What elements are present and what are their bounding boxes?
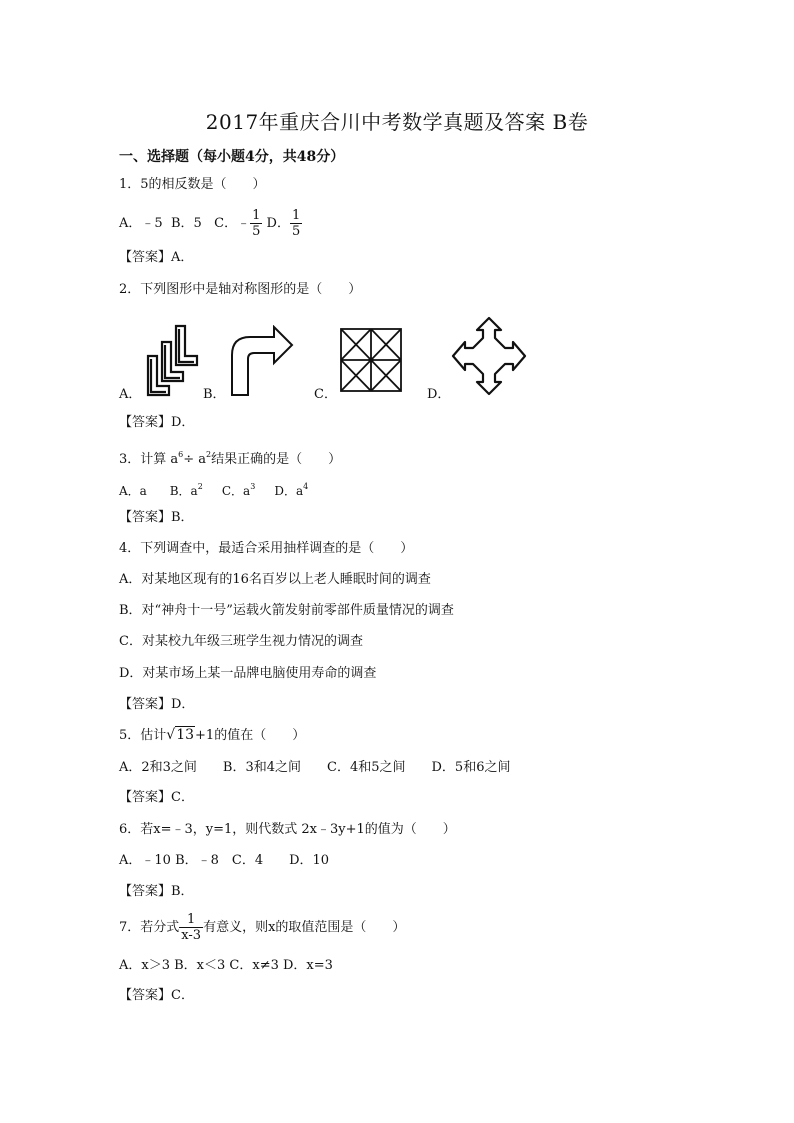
four-arrows-figure xyxy=(451,316,527,396)
q3-option-c xyxy=(222,484,255,498)
q5-options: A．2和3之间 B．3和4之间 C．4和5之间 D．5和6之间 xyxy=(119,760,511,775)
q5-stem-text: 5．估计 xyxy=(119,728,167,743)
q1-options xyxy=(119,208,302,239)
q7-options: A．x＞3 B．x＜3 C．x≠3 D．x=3 xyxy=(119,958,333,973)
q7-stem-text: 有意义，则x的取值范围是（ ） xyxy=(203,920,406,935)
exponent: 2 xyxy=(197,482,203,491)
q1-option-c-fraction xyxy=(250,208,262,239)
q1-option-d-fraction xyxy=(290,208,302,239)
option-text: C．a xyxy=(221,484,251,498)
q7-stem xyxy=(119,912,405,943)
q3-answer: 【答案】B． xyxy=(119,510,194,525)
fraction-denominator: 5 xyxy=(252,224,261,239)
q7-answer: 【答案】C． xyxy=(119,988,194,1003)
q4-stem: 4．下列调查中，最适合采用抽样调查的是（ ） xyxy=(119,541,414,556)
fraction-numerator: 1 xyxy=(252,208,261,223)
page-title: 2017年重庆合川中考数学真题及答案 B卷 xyxy=(205,110,589,134)
q4-option-b: B．对“神舟十一号”运载火箭发射前零部件质量情况的调查 xyxy=(119,603,454,618)
q4-option-a: A．对某地区现有的16名百岁以上老人睡眠时间的调查 xyxy=(119,572,431,587)
pinwheel-center xyxy=(369,358,374,363)
fraction-denominator: x-3 xyxy=(181,928,202,943)
q5-answer: 【答案】C． xyxy=(119,790,194,805)
q2-label-a: A． xyxy=(119,387,142,402)
q1-option-c-prefix: C．﹣ xyxy=(214,216,251,231)
q6-answer: 【答案】B． xyxy=(119,884,194,899)
q3-stem-text: 3．计算 a xyxy=(119,452,179,467)
pinwheel-figure xyxy=(339,327,403,393)
radicand: 13 xyxy=(176,727,195,743)
exponent: 3 xyxy=(250,482,256,491)
square-root: √13 xyxy=(166,727,195,743)
q5-stem-text: +1的值在（ ） xyxy=(195,728,306,743)
q3-option-a: A．a xyxy=(119,484,147,498)
q7-fraction xyxy=(179,912,203,943)
exponent: 6 xyxy=(178,450,184,459)
q5-stem xyxy=(119,726,305,745)
fraction-numerator: 1 xyxy=(291,208,301,223)
q2-stem: 2．下列图形中是轴对称图形的是（ ） xyxy=(119,282,362,297)
q7-stem-text: 7．若分式 xyxy=(119,920,180,935)
q2-label-d: D． xyxy=(427,387,451,402)
option-text: B．a xyxy=(169,484,198,498)
q3-stem-text: ÷ a xyxy=(183,452,207,467)
stacked-l-shapes-figure xyxy=(144,320,206,398)
q6-options: A．﹣10 B．﹣8 C．4 D．10 xyxy=(119,853,330,868)
q4-answer: 【答案】D． xyxy=(119,697,195,712)
q4-option-c: C．对某校九年级三班学生视力情况的调查 xyxy=(119,634,363,649)
option-text: D．a xyxy=(274,484,304,498)
exponent: 4 xyxy=(303,482,309,491)
q6-stem: 6．若x=﹣3，y=1，则代数式 2x﹣3y+1的值为（ ） xyxy=(119,822,456,837)
q3-stem xyxy=(119,446,341,469)
q3-option-b xyxy=(170,484,203,498)
fraction-numerator: 1 xyxy=(187,912,196,927)
section-heading: 一、选择题（每小题4分，共48分） xyxy=(119,149,345,165)
q1-answer: 【答案】A． xyxy=(119,250,194,265)
q4-option-d: D．对某市场上某一品牌电脑使用寿命的调查 xyxy=(119,666,377,681)
q1-option-a: A．﹣5 xyxy=(119,216,163,231)
q3-stem-text: 结果正确的是（ ） xyxy=(211,452,342,467)
exponent: 2 xyxy=(206,450,212,459)
bent-arrow-figure xyxy=(228,325,296,397)
q1-option-d-prefix: D． xyxy=(266,216,290,231)
q2-label-c: C． xyxy=(314,387,337,402)
q2-label-b: B． xyxy=(203,387,226,402)
q2-answer: 【答案】D． xyxy=(119,415,195,430)
q3-option-d xyxy=(274,484,308,498)
q1-option-b: B．5 xyxy=(170,216,202,231)
fraction-denominator: 5 xyxy=(291,224,301,239)
q3-options xyxy=(119,478,308,500)
q1-stem: 1．5的相反数是（ ） xyxy=(119,177,266,192)
